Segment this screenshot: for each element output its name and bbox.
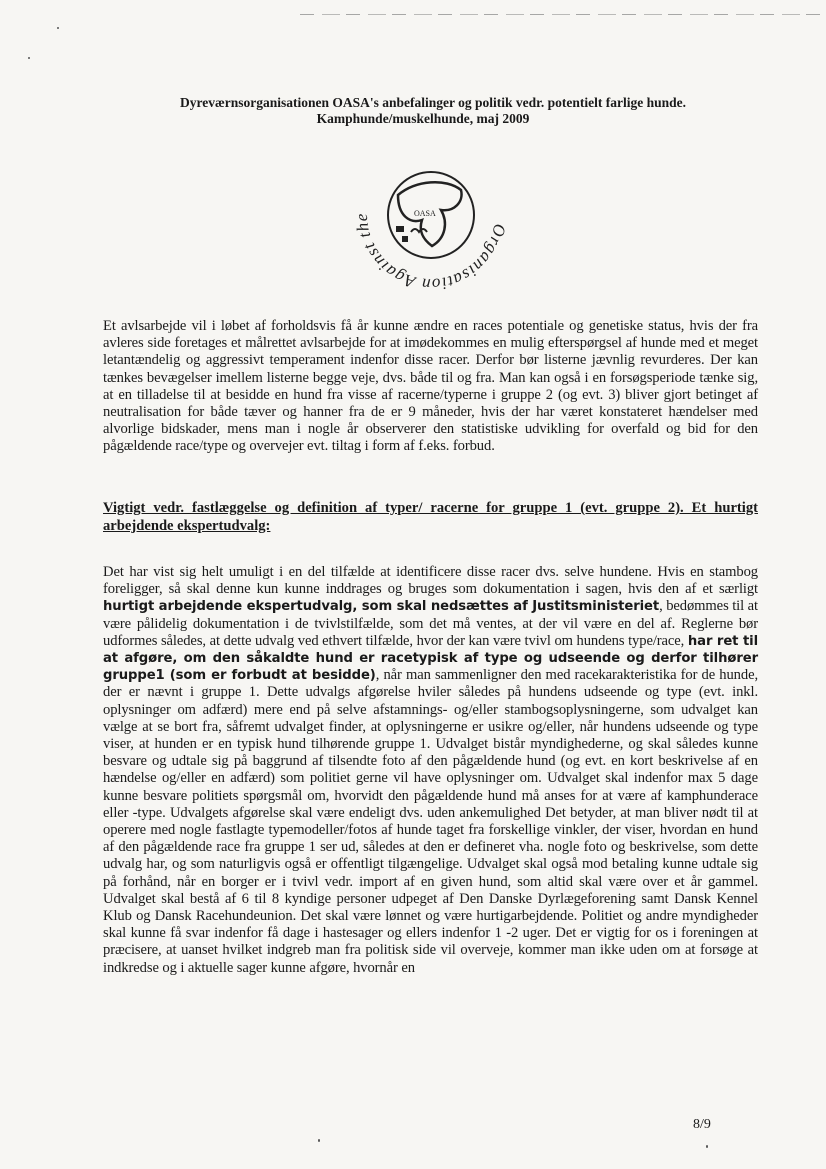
page-number: 8/9 [693, 1117, 711, 1132]
scan-speck [706, 1145, 708, 1148]
document-subtitle: Kamphunde/muskelhunde, maj 2009 [316, 111, 530, 126]
scan-speck [28, 57, 30, 59]
emphasis-expert-committee: hurtigt arbejdende ekspertudvalg, som skal nedsættes af Justitsministeriet [103, 599, 660, 615]
emphasis-right-to-decide: har ret til at afgøre, om den såkaldte hund er racetypisk af type og udseende og derfor tilhører gruppe1 (som er forbudt at besidde) [103, 633, 758, 684]
paragraph-breeding: Et avlsarbejde vil i løbet af forholdsvis få år kunne ændre en races potentiale og genetiske status, hvis der fra avleres side foretages et målrettet avlsarbejde for at imødekommes en mulig efterspørgsel af hunde med et meget letantændelig og aggressivt temperament indenfor disse racer. Derfor bør listerne jævnlig revurderes. Der kan tænkes bevægelser imellem listerne begge veje, dvs. både til og fra. Man kan også i en forsøgsperiode tænke sig, at en tilladelse til at besidde en hund fra visse af racerne/typerne i gruppe 2 (og evt. 3) bliver gjort betinget af neutralisation for både tæver og hanner fra de er 9 måneder, hvis der har været konstateret hændelser med alvorlige bidskader, mens man i nogle år observerer den statistiske udvikling for overfald og bid for den pågældende race/type og overvejer evt. tiltag i form af f.eks. forbud. [103, 318, 758, 455]
logo-center-text: OASA [414, 209, 436, 218]
scan-artifact-line [300, 14, 820, 15]
oasa-logo [336, 140, 526, 290]
scan-speck [57, 27, 59, 29]
paragraph-expert-committee: Det har vist sig helt umuligt i en del tilfælde at identificere disse racer dvs. selve hundene. Hvis en stambog foreligger, så skal denne kun kunne inddrages og bruges som dokumentation i sagen, hvis den af et særligt hurtigt arbejdende ekspertudvalg, som skal nedsættes af Justitsministeriet, bedømmes til at være pålidelig dokumentation i de tvivlstilfælde, som det må ventes, at der vil være en del af. Reglerne bør udformes således, at dette udvalg ved ethvert tilfælde, hvor der kan være tvivl om hundens type/race, har ret til at afgøre, om den såkaldte hund er racetypisk af type og udseende og derfor tilhører gruppe1 (som er forbudt at besidde), når man sammenligner den med racekarakteristika for de hunde, der er nævnt i gruppe 1. Dette udvalgs afgørelse hviler således på hundens udseende og type (evt. inkl. oplysninger om adfærd) mere end på selve afstamnings- og/eller stambogsoplysningerne, som udvalget kan vælge at se bort fra, såfremt udvalget finder, at oplysningerne er usikre og/eller, når hundens udseende og type viser, at hunden er en typisk hund tilhørende gruppe 1. Udvalget bistår myndighederne, og skal således kunne besvare og udtale sig på baggrund af tilsendte foto af den pågældende hund (og evt. en kort beskrivelse af en hændelse og/eller en adfærd) som politiet gerne vil have oplysninger om. Udvalget skal indenfor max 5 dage kunne besvare politiets spørgsmål om, hvorvidt den pågældende hund må anses for at være af kamphunderace eller -type. Udvalgets afgørelse skal være endeligt dvs. uden ankemulighed Det betyder, at man bliver nødt til at operere med nogle fastlagte typemodeller/fotos af hunde taget fra forskellige vinkler, der viser, hvordan en hund af den pågældende race fra gruppe 1 ser ud, således at den er defineret vha. nogle foto og beskrivelse, som dette udvalg har, og som naturligvis også er offentligt tilgængelige. Udvalget skal også mod betaling kunne udtale sig på forhånd, når en borger er i tvivl vedr. import af en given hund, som altid skal være over et år gammel. Udvalget skal bestå af 6 til 8 kyndige personer udpeget af Den Danske Dyrlægeforening samt Dansk Kennel Klub og Dansk Racehundeunion. Det skal være lønnet og være hurtigarbejdende. Politiet og andre myndigheder skal kunne få svar indenfor få dage i hastesager og ellers indenfor 1 -2 uger. Det er vigtig for os i foreningen at præcisere, at uanset hvilket indgreb man fra politisk side vil overveje, kommer man ikke uden om at forsøge at indkredse og i aktuelle sager kunne afgøre, hvornår en [103, 564, 758, 976]
document-title: Dyreværnsorganisationen OASA's anbefalinger og politik vedr. potentielt farlige hunde. [179, 95, 687, 110]
scan-speck [318, 1139, 320, 1142]
logo-ring-text: Organisation Against the [351, 212, 510, 290]
section-heading: Vigtigt vedr. fastlæggelse og definition af typer/ racerne for gruppe 1 (evt. gruppe 2). Et hurtigt arbejdende ekspertudvalg: [103, 500, 758, 534]
